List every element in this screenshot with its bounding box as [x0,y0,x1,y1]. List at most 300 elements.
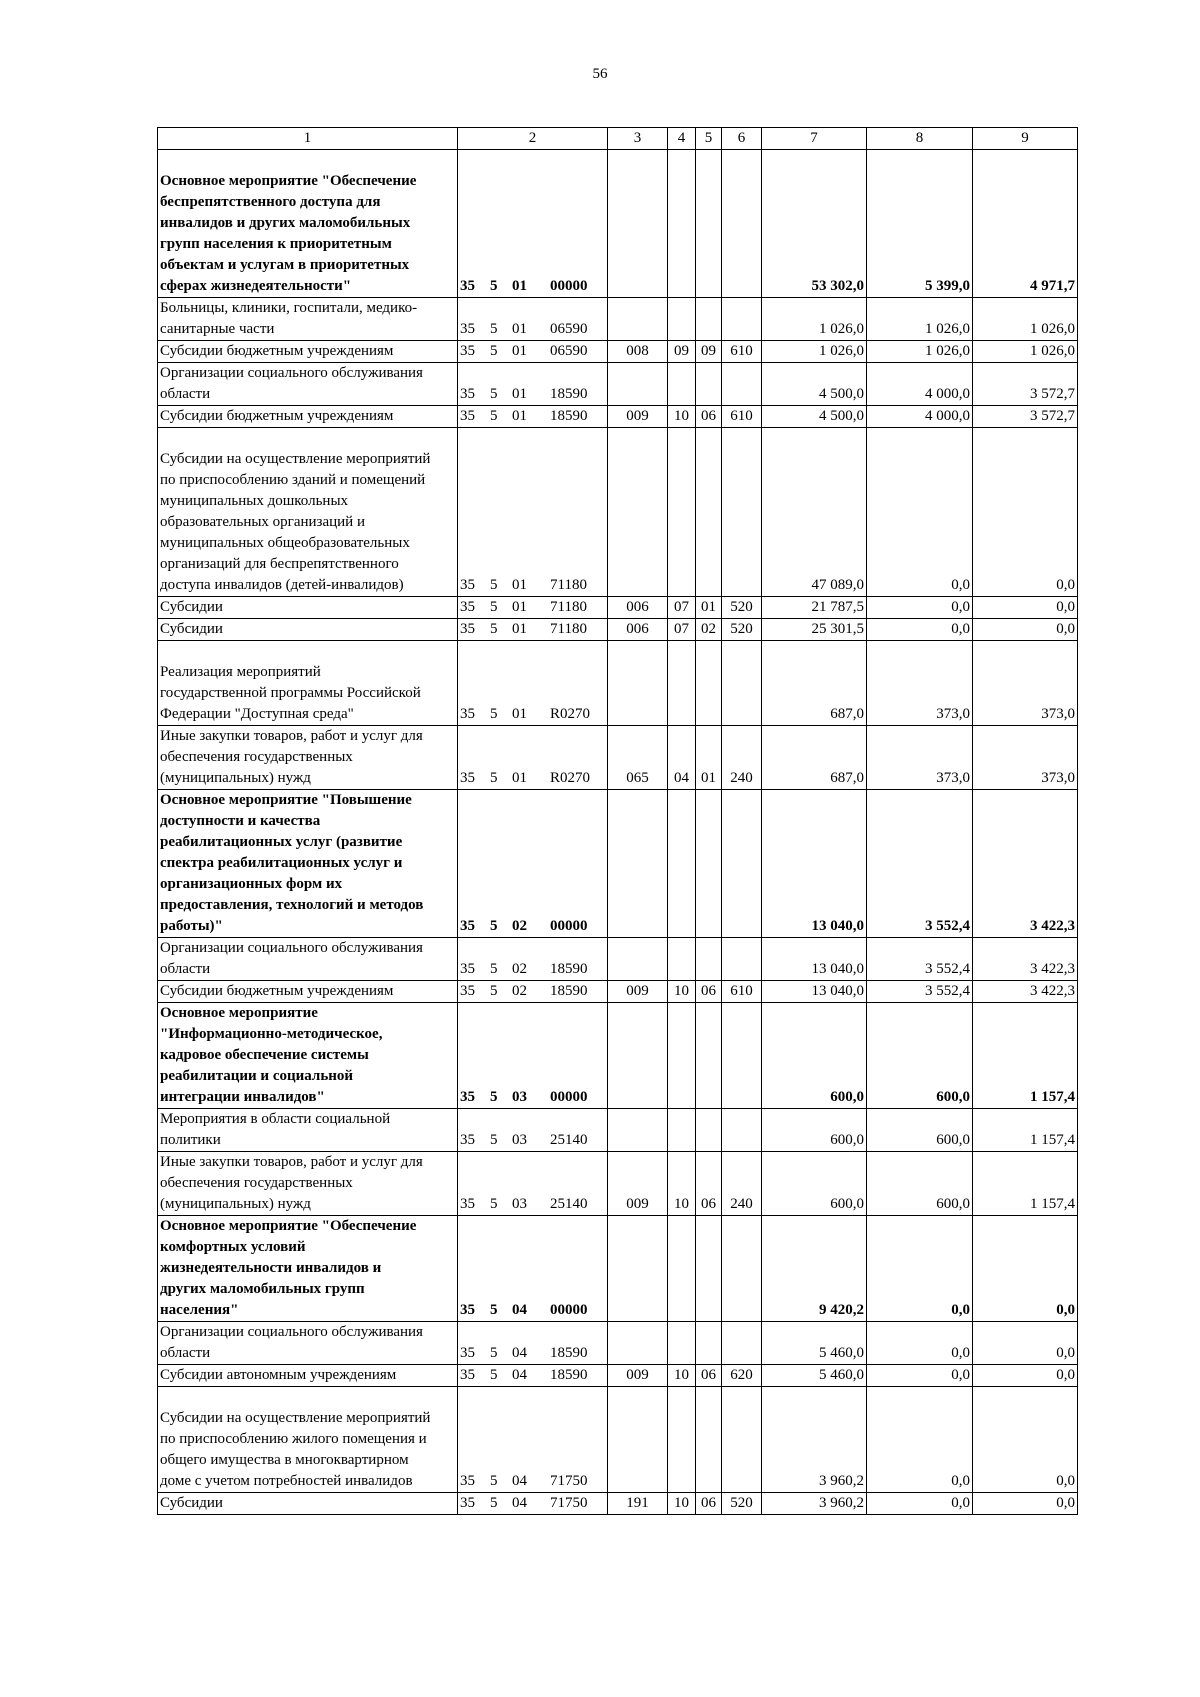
code-segment: 02 [512,918,527,934]
header-cell: 8 [867,128,973,150]
col7-amount: 3 960,2 [762,1387,867,1493]
col4-section: 10 [668,981,696,1003]
col9-amount: 373,0 [973,726,1078,790]
col8-amount: 373,0 [867,641,973,726]
row-description [158,981,458,1003]
col9-amount: 1 157,4 [973,1003,1078,1109]
col9-amount: 0,0 [973,597,1078,619]
col9-amount: 0,0 [973,1322,1078,1365]
code-segment: 35 [460,621,475,637]
row-description [158,341,458,363]
table-row [158,341,1078,363]
code-segment: 71180 [550,599,587,615]
code-segment: 5 [490,321,498,337]
code-segment: 01 [512,621,527,637]
code-segment: R0270 [550,706,591,722]
code-segment: 5 [490,1089,498,1105]
description-line: Больницы, клиники, госпитали, медико- [160,300,418,316]
col8-amount: 0,0 [867,428,973,597]
table-row [158,597,1078,619]
row-code [458,1365,608,1387]
col7-amount: 53 302,0 [762,150,867,298]
description-line: Субсидии [160,599,223,615]
col8-amount: 0,0 [867,1493,973,1515]
code-segment: 01 [512,343,527,359]
col6-expense-type: 520 [722,619,762,641]
col3-code: 191 [608,1493,668,1515]
row-description [158,428,458,597]
col5-subsection [696,150,722,298]
row-description [158,298,458,341]
col3-code: 009 [608,406,668,428]
table-row [158,150,1078,298]
col8-amount: 0,0 [867,1387,973,1493]
col5-subsection [696,363,722,406]
table-row [158,363,1078,406]
col9-amount: 0,0 [973,1216,1078,1322]
col5-subsection [696,1322,722,1365]
col7-amount: 687,0 [762,641,867,726]
col6-expense-type [722,1216,762,1322]
col8-amount: 1 026,0 [867,341,973,363]
row-code [458,1003,608,1109]
col5-subsection: 01 [696,597,722,619]
col7-amount: 13 040,0 [762,981,867,1003]
description-line: области [160,386,211,402]
table-row [158,428,1078,597]
col4-section: 07 [668,619,696,641]
col6-expense-type [722,938,762,981]
code-segment: 01 [512,577,527,593]
col9-amount: 3 572,7 [973,406,1078,428]
table-row [158,1152,1078,1216]
col7-amount: 21 787,5 [762,597,867,619]
code-segment: 5 [490,577,498,593]
col5-subsection [696,1109,722,1152]
row-description [158,150,458,298]
row-description [158,1387,458,1493]
col7-amount: 5 460,0 [762,1365,867,1387]
code-segment: 35 [460,918,475,934]
code-segment: 18590 [550,983,588,999]
code-segment: 35 [460,1345,475,1361]
description-line: жизнедеятельности инвалидов и [160,1260,382,1276]
col4-section [668,150,696,298]
col7-amount: 687,0 [762,726,867,790]
row-description [158,619,458,641]
header-cell: 1 [158,128,458,150]
col6-expense-type [722,428,762,597]
col4-section [668,1216,696,1322]
col9-amount: 0,0 [973,1387,1078,1493]
col6-expense-type: 520 [722,597,762,619]
description-line: населения" [160,1302,239,1318]
code-segment: 35 [460,1132,475,1148]
col6-expense-type [722,641,762,726]
description-line [160,641,455,662]
code-segment: 18590 [550,408,588,424]
description-line [160,150,455,171]
col4-section [668,641,696,726]
code-segment: 5 [490,706,498,722]
code-segment: 03 [512,1132,527,1148]
col4-section [668,1322,696,1365]
code-segment: 04 [512,1302,527,1318]
col8-amount: 0,0 [867,597,973,619]
col6-expense-type [722,363,762,406]
col3-code [608,1322,668,1365]
col8-amount: 0,0 [867,619,973,641]
table-body [158,150,1078,1515]
col9-amount: 3 572,7 [973,363,1078,406]
code-segment: 35 [460,577,475,593]
col3-code [608,150,668,298]
col6-expense-type [722,1387,762,1493]
description-line: Организации социального обслуживания [160,1324,423,1340]
code-segment: 04 [512,1367,527,1383]
col5-subsection [696,938,722,981]
code-segment: 35 [460,961,475,977]
header-cell: 4 [668,128,696,150]
col4-section: 10 [668,1493,696,1515]
description-line [160,1387,455,1408]
col8-amount: 0,0 [867,1322,973,1365]
row-description [158,1322,458,1365]
code-segment: 01 [512,706,527,722]
row-code [458,619,608,641]
row-code [458,790,608,938]
description-line: беспрепятственного доступа для [160,194,381,210]
row-code [458,1387,608,1493]
col9-amount: 1 026,0 [973,341,1078,363]
code-segment: 00000 [550,1089,588,1105]
code-segment: 00000 [550,1302,588,1318]
col7-amount: 13 040,0 [762,938,867,981]
col3-code [608,298,668,341]
code-segment: 35 [460,321,475,337]
code-segment: 02 [512,983,527,999]
col3-code [608,1216,668,1322]
description-line: государственной программы Российской [160,685,421,701]
col4-section [668,938,696,981]
col7-amount: 1 026,0 [762,341,867,363]
col5-subsection [696,641,722,726]
code-segment: 18590 [550,1345,588,1361]
description-line: кадровое обеспечение системы [160,1047,369,1063]
description-line: доступности и качества [160,813,321,829]
code-segment: 5 [490,278,498,294]
row-code [458,726,608,790]
col5-subsection [696,790,722,938]
description-line: доме с учетом потребностей инвалидов [160,1473,413,1489]
code-segment: 18590 [550,1367,588,1383]
code-segment: 01 [512,278,527,294]
code-segment: 01 [512,770,527,786]
code-segment: 35 [460,1089,475,1105]
code-segment: 25140 [550,1196,588,1212]
description-line: по приспособлению зданий и помещений [160,472,426,488]
col5-subsection: 01 [696,726,722,790]
description-line: реабилитации и социальной [160,1068,354,1084]
table-row [158,938,1078,981]
header-row [158,128,1078,150]
code-segment: 5 [490,983,498,999]
description-line: муниципальных дошкольных [160,493,349,509]
row-description [158,1365,458,1387]
description-line: объектам и услугам в приоритетных [160,257,410,273]
table-row [158,1365,1078,1387]
col6-expense-type [722,1109,762,1152]
col8-amount: 3 552,4 [867,790,973,938]
col4-section [668,298,696,341]
col3-code [608,938,668,981]
code-segment: 35 [460,386,475,402]
description-line: области [160,961,211,977]
code-segment: 01 [512,408,527,424]
row-code [458,1322,608,1365]
code-segment: 5 [490,918,498,934]
description-line: Субсидии на осуществление мероприятий [160,1410,431,1426]
col8-amount: 600,0 [867,1152,973,1216]
description-line: Основное мероприятие [160,1005,318,1021]
table-row [158,641,1078,726]
col8-amount: 373,0 [867,726,973,790]
row-description [158,790,458,938]
col3-code [608,790,668,938]
code-segment: 5 [490,961,498,977]
col7-amount: 4 500,0 [762,406,867,428]
description-line: Организации социального обслуживания [160,365,423,381]
row-code [458,1216,608,1322]
col9-amount: 1 026,0 [973,298,1078,341]
col6-expense-type [722,298,762,341]
col5-subsection [696,1216,722,1322]
code-segment: 71750 [550,1495,588,1511]
col9-amount: 3 422,3 [973,938,1078,981]
col5-subsection: 06 [696,981,722,1003]
description-line: Иные закупки товаров, работ и услуг для [160,728,423,744]
col4-section [668,363,696,406]
code-segment: 01 [512,386,527,402]
row-description [158,1493,458,1515]
row-code [458,1109,608,1152]
code-segment: 04 [512,1473,527,1489]
col8-amount: 5 399,0 [867,150,973,298]
table-row [158,1216,1078,1322]
col7-amount: 4 500,0 [762,363,867,406]
col9-amount: 1 157,4 [973,1152,1078,1216]
code-segment: 5 [490,1302,498,1318]
col5-subsection [696,298,722,341]
col4-section [668,428,696,597]
row-code [458,150,608,298]
code-segment: 06590 [550,321,588,337]
col6-expense-type [722,1322,762,1365]
code-segment: 35 [460,770,475,786]
code-segment: 5 [490,386,498,402]
code-segment: 35 [460,706,475,722]
description-line: общего имущества в многоквартирном [160,1452,409,1468]
col3-code: 009 [608,1365,668,1387]
code-segment: 35 [460,599,475,615]
header-cell: 2 [458,128,608,150]
code-segment: 04 [512,1345,527,1361]
col8-amount: 0,0 [867,1216,973,1322]
code-segment: 03 [512,1089,527,1105]
page-number: 56 [592,66,608,82]
table-row [158,726,1078,790]
col8-amount: 600,0 [867,1003,973,1109]
code-segment: 35 [460,1302,475,1318]
col8-amount: 600,0 [867,1109,973,1152]
header-cell: 7 [762,128,867,150]
row-code [458,938,608,981]
col9-amount: 0,0 [973,619,1078,641]
description-line: области [160,1345,211,1361]
code-segment: 01 [512,599,527,615]
col5-subsection: 06 [696,1493,722,1515]
col3-code [608,641,668,726]
description-line: Субсидии бюджетным учреждениям [160,343,394,359]
col5-subsection [696,428,722,597]
row-code [458,981,608,1003]
description-line: обеспечения государственных [160,1175,353,1191]
row-description [158,938,458,981]
description-line: Субсидии бюджетным учреждениям [160,983,394,999]
code-segment: 5 [490,770,498,786]
col8-amount: 4 000,0 [867,406,973,428]
description-line: Субсидии [160,621,223,637]
row-code [458,406,608,428]
col7-amount: 47 089,0 [762,428,867,597]
description-line: Реализация мероприятий [160,664,321,680]
code-segment: R0270 [550,770,591,786]
row-description [158,1109,458,1152]
col5-subsection: 09 [696,341,722,363]
code-segment: 35 [460,1473,475,1489]
row-description [158,597,458,619]
description-line: Организации социального обслуживания [160,940,423,956]
table-row [158,1109,1078,1152]
col9-amount: 0,0 [973,428,1078,597]
header-cell: 3 [608,128,668,150]
code-segment: 18590 [550,961,588,977]
code-segment: 35 [460,983,475,999]
description-line: (муниципальных) нужд [160,770,311,786]
col3-code: 008 [608,341,668,363]
header-cell: 6 [722,128,762,150]
code-segment: 5 [490,1495,498,1511]
col9-amount: 3 422,3 [973,981,1078,1003]
description-line: предоставления, технологий и методов [160,897,424,913]
code-segment: 00000 [550,278,588,294]
table-row [158,406,1078,428]
col9-amount: 3 422,3 [973,790,1078,938]
col7-amount: 5 460,0 [762,1322,867,1365]
table-row [158,981,1078,1003]
col6-expense-type [722,1003,762,1109]
description-line: Основное мероприятие "Обеспечение [160,173,417,189]
description-line: реабилитационных услуг (развитие [160,834,403,850]
row-description [158,641,458,726]
col4-section: 09 [668,341,696,363]
col7-amount: 600,0 [762,1003,867,1109]
col6-expense-type: 610 [722,981,762,1003]
description-line: других маломобильных групп [160,1281,365,1297]
col7-amount: 25 301,5 [762,619,867,641]
description-line: Субсидии [160,1495,223,1511]
col4-section: 10 [668,1365,696,1387]
col5-subsection [696,1387,722,1493]
code-segment: 5 [490,1345,498,1361]
description-line: интеграции инвалидов" [160,1089,325,1105]
col7-amount: 3 960,2 [762,1493,867,1515]
col4-section [668,1109,696,1152]
col3-code: 065 [608,726,668,790]
code-segment: 71750 [550,1473,588,1489]
col4-section: 10 [668,1152,696,1216]
description-line: организационных форм их [160,876,343,892]
col3-code: 009 [608,1152,668,1216]
code-segment: 35 [460,343,475,359]
col8-amount: 1 026,0 [867,298,973,341]
row-code [458,298,608,341]
col3-code [608,1003,668,1109]
col3-code [608,428,668,597]
row-code [458,597,608,619]
col9-amount: 0,0 [973,1365,1078,1387]
col4-section [668,1003,696,1109]
row-code [458,363,608,406]
row-code [458,1152,608,1216]
code-segment: 35 [460,1495,475,1511]
description-line: обеспечения государственных [160,749,353,765]
description-line: Субсидии автономным учреждениям [160,1367,397,1383]
row-description [158,1216,458,1322]
description-line: (муниципальных) нужд [160,1196,311,1212]
col4-section: 04 [668,726,696,790]
code-segment: 5 [490,599,498,615]
row-description [158,363,458,406]
col6-expense-type: 240 [722,1152,762,1216]
code-segment: 5 [490,621,498,637]
table-row [158,1003,1078,1109]
description-line: Основное мероприятие "Обеспечение [160,1218,417,1234]
code-segment: 06590 [550,343,588,359]
col3-code [608,1109,668,1152]
row-description [158,726,458,790]
description-line: политики [160,1132,221,1148]
col6-expense-type: 610 [722,341,762,363]
code-segment: 18590 [550,386,588,402]
code-segment: 03 [512,1196,527,1212]
description-line: муниципальных общеобразовательных [160,535,410,551]
description-line: Основное мероприятие "Повышение [160,792,412,808]
header-cell: 9 [973,128,1078,150]
col8-amount: 0,0 [867,1365,973,1387]
code-segment: 35 [460,408,475,424]
code-segment: 35 [460,278,475,294]
col7-amount: 600,0 [762,1152,867,1216]
col5-subsection [696,1003,722,1109]
description-line: Иные закупки товаров, работ и услуг для [160,1154,423,1170]
description-line [160,428,455,449]
col4-section [668,1387,696,1493]
code-segment: 5 [490,1473,498,1489]
budget-table [157,127,1078,1515]
description-line: доступа инвалидов (детей-инвалидов) [160,577,404,593]
row-code [458,341,608,363]
